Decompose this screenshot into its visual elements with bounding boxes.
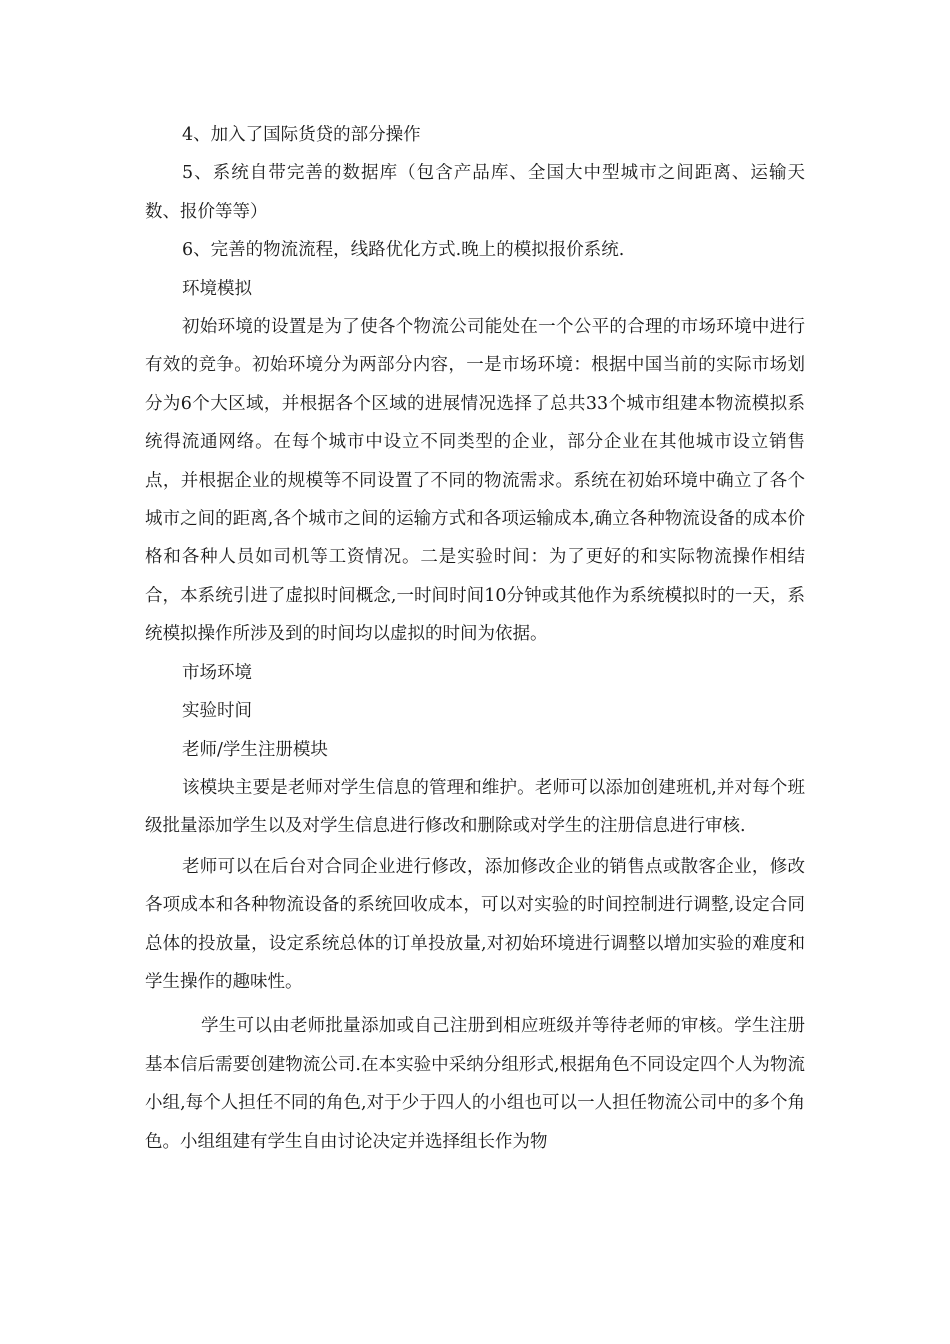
section-heading-environment-simulation: 环境模拟 [182,278,252,299]
paragraph-teacher-backend: 老师可以在后台对合同企业进行修改，添加修改企业的销售点或散客企业，修改各项成本和各种物流设备的系统回收成本，可以对实验的时间控制进行调整,设定合同总体的投放量，设定系统总体的订单投放量,对初始环境进行调整以增加实验的难度和学生操作的趣味性。 [145,856,805,992]
section-heading-experiment-time: 实验时间 [182,701,252,722]
list-item-logistics-flow: 6、完善的物流流程，线路优化方式.晚上的模拟报价系统. [182,240,625,261]
paragraph-module-overview: 该模块主要是老师对学生信息的管理和维护。老师可以添加创建班机,并对每个班级批量添加学生以及对学生信息进行修改和删除或对学生的注册信息进行审核. [145,777,805,837]
section-heading-registration-module: 老师/学生注册模块 [182,739,328,760]
section-heading-market-environment: 市场环境 [182,662,252,683]
paragraph-initial-environment: 初始环境的设置是为了使各个物流公司能处在一个公平的合理的市场环境中进行有效的竞争。初始环境分为两部分内容，一是市场环境：根据中国当前的实际市场划分为6个大区域，并根据各个区域的进展情况选择了总共33个城市组建本物流模拟系统得流通网络。在每个城市中设立不同类型的企业，部分企业在其他城市设立销售点，并根据企业的规模等不同设置了不同的物流需求。系统在初始环境中确立了各个城市之间的距离,各个城市之间的运输方式和各项运输成本,确立各种物流设备的成本价格和各种人员如司机等工资情况。二是实验时间：为了更好的和实际物流操作相结合，本系统引进了虚拟时间概念,一时间时间10分钟或其他作为系统模拟时的一天，系统模拟操作所涉及到的时间均以虚拟的时间为依据。 [145,317,805,645]
paragraph-student-registration: 学生可以由老师批量添加或自己注册到相应班级并等待老师的审核。学生注册基本信后需要创建物流公司.在本实验中采纳分组形式,根据角色不同设定四个人为物流小组,每个人担任不同的角色,对于少于四人的小组也可以一人担任物流公司中的多个角色。小组组建有学生自由讨论决定并选择组长作为物 [145,1016,805,1152]
list-item-database: 5、系统自带完善的数据库（包含产品库、全国大中型城市之间距离、运输天数、报价等等） [145,163,805,222]
document-body [145,116,805,1161]
list-item-international-freight: 4、加入了国际货贷的部分操作 [182,125,421,145]
